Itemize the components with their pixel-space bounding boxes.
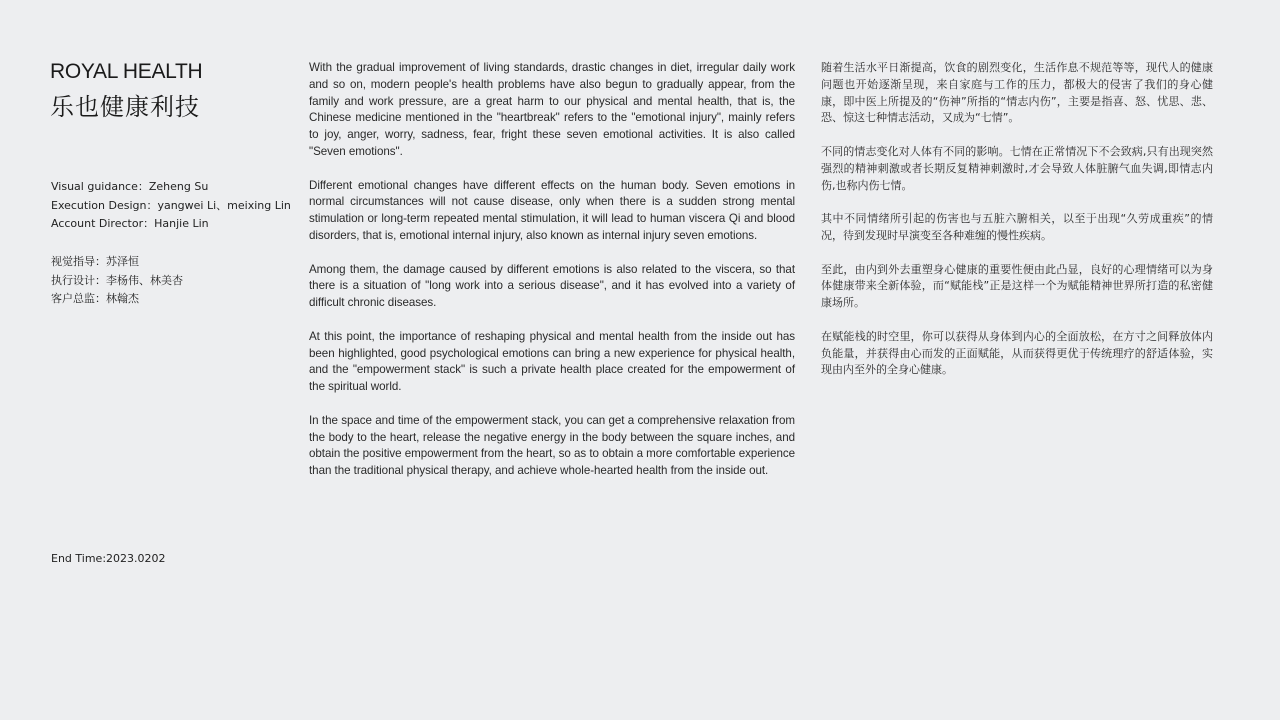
brand-name-en: ROYAL HEALTH xyxy=(50,60,203,83)
credit-visual-guidance-cn: 视觉指导：苏泽恒 xyxy=(51,255,139,268)
credits-chinese xyxy=(51,253,183,309)
credit-execution-design: Execution Design：yangwei Li、meixing Lin xyxy=(51,198,291,212)
english-body-column xyxy=(309,60,795,497)
credits-english xyxy=(51,178,291,234)
credit-account-director: Account Director：Hanjie Lin xyxy=(51,217,209,230)
paragraph-en-5: In the space and time of the empowerment stack, you can get a comprehensive relaxation from the body to the heart, release the negative energy in the body between the square inches, and obtain the positive empowerment from the heart, so as to obtain a more comfortable experience than the traditional physical therapy, and achieve whole-hearted health from the inside out. xyxy=(309,413,795,478)
paragraph-cn-3: 其中不同情绪所引起的伤害也与五脏六腑相关，以至于出现“久劳成重疾”的情况，待到发现时早演变至各种难缠的慢性疾病。 xyxy=(821,212,1213,242)
credit-execution-design-cn: 执行设计：李杨伟、林美杏 xyxy=(51,273,183,287)
paragraph-cn-5: 在赋能栈的时空里，你可以获得从身体到内心的全面放松，在方寸之间释放体内负能量，并获得由心而发的正面赋能，从而获得更优于传统理疗的舒适体验，实现由内至外的全身心健康。 xyxy=(821,329,1213,377)
credit-visual-guidance: Visual guidance：Zeheng Su xyxy=(51,180,209,193)
paragraph-en-3: Among them, the damage caused by different emotions is also related to the viscera, so that there is a situation of "long work into a serious disease", and it has evolved into a variety of difficult chronic diseases. xyxy=(309,262,795,310)
credit-account-director-cn: 客户总监：林翰杰 xyxy=(51,292,139,305)
brand-block xyxy=(50,60,202,122)
paragraph-en-2: Different emotional changes have different effects on the human body. Seven emotions in normal circumstances will not cause disease, only when there is a sudden strong mental stimulation or long-term repeated mental stimulation, it will lead to human viscera Qi and blood disorders, that is, emotional internal injury, also known as internal injury seven emotions. xyxy=(309,178,795,242)
paragraph-cn-4: 至此，由内到外去重塑身心健康的重要性便由此凸显，良好的心理情绪可以为身体健康带来全新体验，而“赋能栈”正是这样一个为赋能精神世界所打造的私密健康场所。 xyxy=(821,262,1213,310)
paragraph-en-1: With the gradual improvement of living standards, drastic changes in diet, irregular daily work and so on, modern people's health problems have also begun to gradually appear, from the family and work pressure, are a great harm to our physical and mental health, that is, the Chinese medicine mentioned in the "heartbreak" refers to the "emotional injury", mainly refers to joy, anger, worry, sadness, fear, fright these seven emotional activities. It is also called "Seven emotions". xyxy=(309,61,795,158)
brand-name-cn: 乐也健康利技 xyxy=(50,93,200,121)
chinese-body-column xyxy=(821,60,1213,396)
end-time: End Time:2023.0202 xyxy=(51,552,166,565)
paragraph-cn-2: 不同的情志变化对人体有不同的影响。七情在正常情况下不会致病,只有出现突然强烈的精神刺激或者长期反复精神刺激时,才会导致人体脏腑气血失调,即情志内伤,也称内伤七情。 xyxy=(821,144,1213,192)
paragraph-cn-1: 随着生活水平日渐提高，饮食的剧烈变化，生活作息不规范等等，现代人的健康问题也开始逐渐呈现，来自家庭与工作的压力，都极大的侵害了我们的身心健康，即中医上所提及的“伤神”所指的“情志内伤”，主要是指喜、怒、忧思、悲、恐、惊这七种情志活动，又成为“七情”。 xyxy=(821,61,1213,125)
paragraph-en-4: At this point, the importance of reshaping physical and mental health from the inside out has been highlighted, good psychological emotions can bring a new experience for physical health, and the "empowerment stack" is such a private health place created for the empowerment of the spiritual world. xyxy=(309,329,795,394)
